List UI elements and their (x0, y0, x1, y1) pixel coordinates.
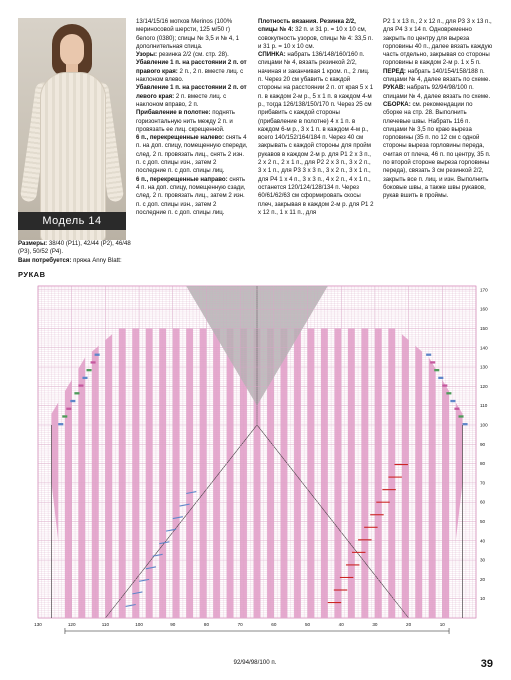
patterns-label: Узоры: (136, 51, 158, 59)
y-tick-label: 100 (480, 422, 488, 428)
x-tick-label: 120 (67, 622, 76, 627)
edge-mark (58, 423, 63, 425)
x-tick-label: 20 (406, 622, 412, 627)
need-text: пряжа Anny Blatt: (73, 256, 122, 264)
edge-mark (463, 423, 468, 425)
y-tick-label: 120 (480, 383, 488, 389)
edge-mark (458, 415, 463, 417)
x-tick-label: 10 (439, 622, 445, 627)
page-number: 39 (480, 658, 493, 670)
y-tick-label: 30 (480, 557, 486, 563)
sleeve-label: РУКАВ: (383, 84, 406, 92)
sizes-text: 38/40 (Р11), 42/44 (Р2), 46/48 (Р3), 50/52 (Р4). (18, 240, 131, 256)
chart-title: РУКАВ (18, 270, 46, 279)
y-tick-label: 70 (480, 480, 486, 486)
x-tick-label: 40 (338, 622, 344, 627)
edge-mark (446, 392, 451, 394)
edge-mark (95, 354, 100, 356)
edge-mark (66, 408, 71, 410)
edge-mark (430, 361, 435, 363)
x-tick-label: 110 (101, 622, 110, 627)
edge-mark (78, 384, 83, 386)
y-tick-label: 50 (480, 518, 486, 524)
increase-label: Прибавление в полотне: (136, 109, 211, 117)
x-tick-label: 100 (135, 622, 143, 627)
y-tick-label: 170 (480, 287, 488, 293)
edge-mark (74, 392, 79, 394)
need-label: Вам потребуется: (18, 256, 72, 264)
edge-mark (87, 369, 92, 371)
y-tick-label: 20 (480, 576, 486, 582)
y-tick-label: 80 (480, 461, 486, 467)
y-tick-label: 40 (480, 538, 486, 544)
edge-mark (454, 408, 459, 410)
decrease-right-label: Убавление 1 п. на расстоянии 2 п. от правого края: (136, 59, 247, 75)
x-tick-label: 70 (237, 622, 243, 627)
y-tick-label: 160 (480, 306, 488, 312)
patterns-text: резинка 2/2 (см. стр. 28). (158, 51, 229, 59)
gauge-text: 32 п. и 31 р. = 10 x 10 см, совокупность узоров, спицы № 4: 33,5 п. и 31 р. = 10 x 10 см. (258, 26, 374, 50)
y-tick-label: 90 (480, 441, 486, 447)
back-text: набрать 136/148/160/160 п. спицами № 4, вязать резинкой 2/2, начиная и заканчивая 1 кром. п., 2 лиц. п. Через 20 см убавить с каждой стороны на расстоянии 2 п. от края 5 x 1 п. в каждом 2-м р., 5 x 1 п. в каждом 4-м р., тогда 126/138/150/170 п. Через 25 см прибавить с каждой стороны (прибавление в полотне) 4 x 1 п. в каждом 6-м р., 3 x 1 п. в каждом 4-м р., всего 140/152/164/184 п. Через 40 см закрывать с каждой стороны для пройм рукавов в каждом 2-м р. для Р1 2 x 3 п., 2 x 2 п., 2 x 1 п., для Р2 2 x 3 п., 3 x 2 п., 3 x 1 п., для Р3 3 x 3 п., 3 x 2 п., 3 x 1 п., для Р4 1 x 4 п., 3 x 3 п., 4 x 2 п., 4 x 1 п., останется 120/124/128/134 п. Через 60/61/62/63 см сформировать скосы плеч, закрывая в каждом 2-м р. для Р1 2 x 12 п., 1 x 11 п., для (258, 51, 374, 216)
chart-svg (16, 280, 496, 645)
x-tick-label: 130 (34, 622, 42, 627)
y-tick-label: 150 (480, 325, 488, 331)
decrease-left-text: 2 п. вместе лиц. с наклоном вправо, 2 п. (136, 92, 227, 108)
sleeve-text: набрать 92/94/98/100 п. спицами № 4, далее вязать по схеме. (383, 84, 491, 100)
decrease-left-label: Убавление 1 п. на расстоянии 2 п. от левого края: (136, 84, 247, 100)
stitch-count-label: 92/94/98/100 п. (233, 659, 277, 666)
text-column-1 (136, 18, 248, 217)
y-tick-label: 130 (480, 364, 488, 370)
y-tick-label: 110 (480, 403, 488, 409)
materials-text: 13/14/15/16 мотков Merinos (100% мериносовой шерсти, 125 м/50 г) белого (0380); спицы № 3,5 и № 4, 1 дополнительная спица. (136, 18, 239, 50)
edge-mark (426, 354, 431, 356)
increase-text: поднять горизонтальную нить между 2 п. и провязать ее лиц. скрещенной. (136, 109, 235, 133)
cable-right-text: снять 4 п. на доп. спицу, помещенную сзади, след. 2 п. провязать лиц., затем 2 изн. п. с доп. спицы изн., затем 2 последние п. с доп. спицы лиц. (136, 175, 246, 216)
back-label: СПИНКА: (258, 51, 286, 59)
edge-mark (70, 400, 75, 402)
model-photo (18, 18, 126, 240)
x-tick-label: 60 (271, 622, 277, 627)
edge-mark (450, 400, 455, 402)
edge-mark (82, 377, 87, 379)
x-tick-label: 50 (304, 622, 311, 627)
y-tick-label: 60 (480, 499, 486, 505)
front-label: ПЕРЕД: (383, 67, 406, 75)
sizes-block (18, 240, 132, 265)
knitting-chart (16, 280, 496, 645)
decrease-right-text: 2 п., 2 п. вместе лиц. с наклоном влево. (136, 67, 244, 84)
edge-mark (434, 369, 439, 371)
x-tick-label: 90 (170, 622, 176, 627)
edge-mark (438, 377, 443, 379)
y-tick-label: 140 (480, 345, 488, 351)
cable-left-text: снять 4 п. на доп. спицу, помещенную спереди, след. 2 п. провязать лиц., снять 2 изн. п. с доп. спицы изн., затем 2 последние п. с доп. спицы лиц. (136, 134, 248, 175)
cable-left-label: 6 п., перекрещенные налево: (136, 134, 225, 142)
y-tick-label: 10 (480, 596, 486, 602)
gauge-label: Плотность вязания. Резинка 2/2, спицы № 4: (258, 18, 356, 34)
x-tick-label: 30 (372, 622, 378, 627)
front-text: набрать 140/154/158/188 п. спицами № 4, далее вязать по схеме. (383, 67, 491, 84)
edge-mark (91, 361, 96, 363)
assembly-label: СБОРКА: (383, 100, 411, 108)
text-column-3 (383, 18, 493, 201)
edge-mark (442, 384, 447, 386)
back-continued-text: Р2 1 x 13 п., 2 x 12 п., для Р3 3 x 13 п., для Р4 3 x 14 п. Одновременно закрыть по центру для выреза горловины 40 п., далее вязать каждую часть отдельно, закрывая со стороны горловины в каждом 2-м р. 1 x 5 п. (383, 18, 493, 67)
edge-mark (62, 415, 67, 417)
text-column-2 (258, 18, 374, 217)
x-tick-label: 80 (203, 622, 210, 627)
cable-right-label: 6 п., перекрещенные направо: (136, 175, 228, 183)
model-label: Модель 14 (18, 212, 126, 230)
sizes-label: Размеры: (18, 240, 48, 247)
photo-face (60, 34, 84, 66)
assembly-text: см. рекомендации по сборке на стр. 28. Выполнить плечевые швы. Набрать 116 п. спицами № 3,5 по краю выреза горловины (35 п. по 12 см с одной стороны выреза горловины переда, считая от плеча, 46 п. по центру, 35 п. по второй стороне выреза горловины переда), связать 3 см резинкой 2/2, закрыть все п. лиц. и изн. Выполнить боковые швы, а также швы рукавов, рукав вшить в проймы. (383, 100, 491, 200)
